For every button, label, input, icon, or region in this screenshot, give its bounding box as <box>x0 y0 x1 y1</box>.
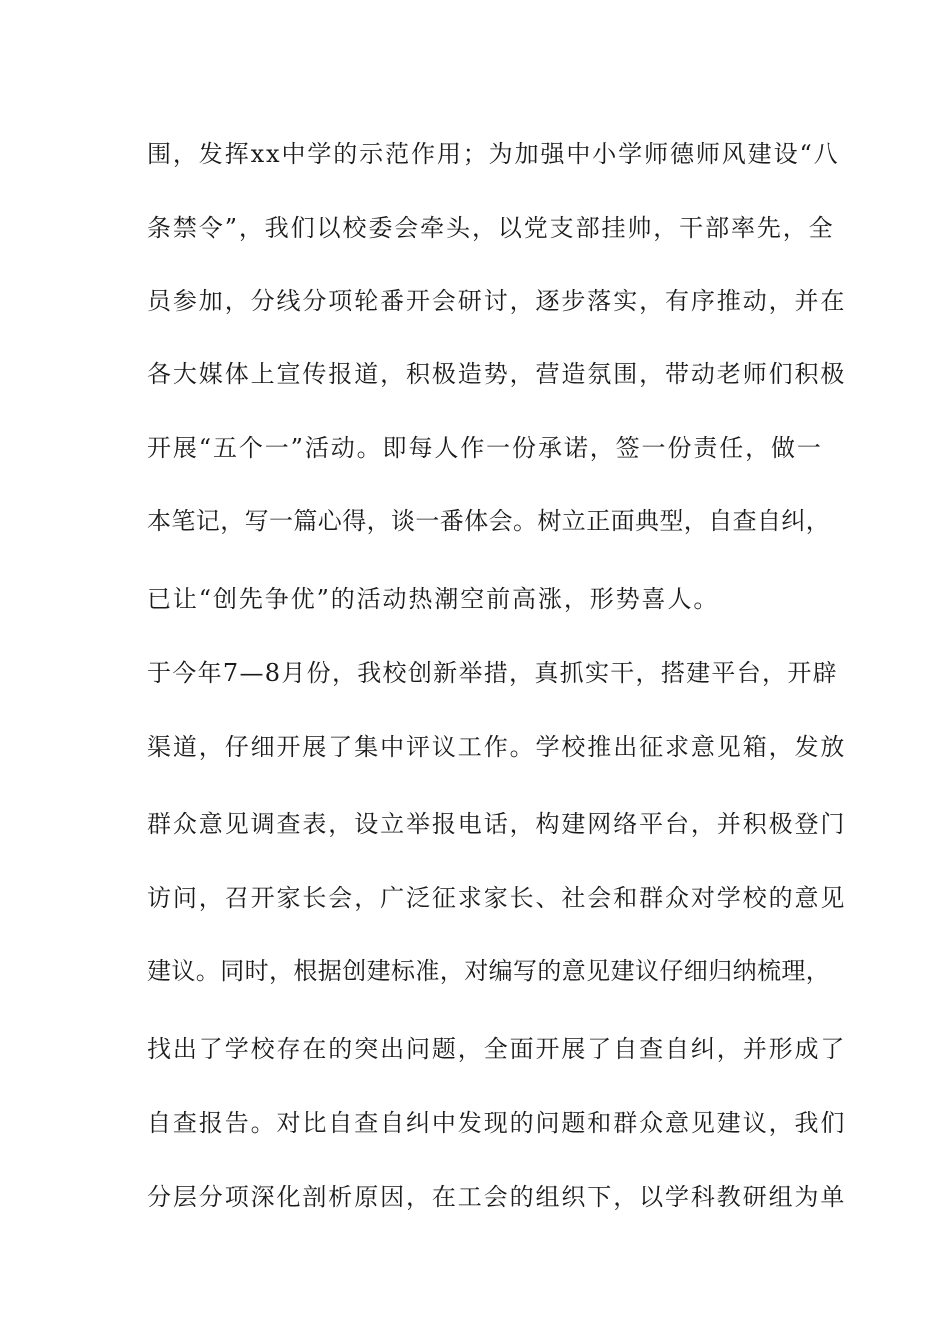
text-line: 于今年7—8月份，我校创新举措，真抓实干，搭建平台，开辟 <box>147 659 838 687</box>
text-line: 员参加，分线分项轮番开会研讨，逐步落实，有序推动，并在 <box>147 287 847 315</box>
text-line: 找出了学校存在的突出问题，全面开展了自查自纠，并形成了 <box>147 1035 847 1063</box>
text-line: 各大媒体上宣传报道，积极造势，营造氛围，带动老师们积极 <box>147 360 847 388</box>
text-line: 群众意见调查表，设立举报电话，构建网络平台，并积极登门 <box>147 810 847 838</box>
text-line: 自查报告。对比自查自纠中发现的问题和群众意见建议，我们 <box>147 1109 847 1137</box>
text-line: 本笔记，写一篇心得，谈一番体会。树立正面典型，自查自纠， <box>147 507 831 535</box>
text-line: 分层分项深化剖析原因，在工会的组织下，以学科教研组为单 <box>147 1183 847 1211</box>
text-line: 开展“五个一”活动。即每人作一份承诺，签一份责任，做一 <box>147 434 823 462</box>
text-line: 已让“创先争优”的活动热潮空前高涨，形势喜人。 <box>147 585 720 613</box>
text-line: 条禁令”，我们以校委会牵头，以党支部挂帅，干部率先，全 <box>147 214 835 242</box>
text-line: 建议。同时，根据创建标准，对编写的意见建议仔细归纳梳理， <box>147 957 831 985</box>
text-line: 围，发挥xx中学的示范作用；为加强中小学师德师风建设“八 <box>147 140 840 168</box>
text-line: 渠道，仔细开展了集中评议工作。学校推出征求意见箱，发放 <box>147 733 847 761</box>
text-line: 访问，召开家长会，广泛征求家长、社会和群众对学校的意见 <box>147 884 847 912</box>
